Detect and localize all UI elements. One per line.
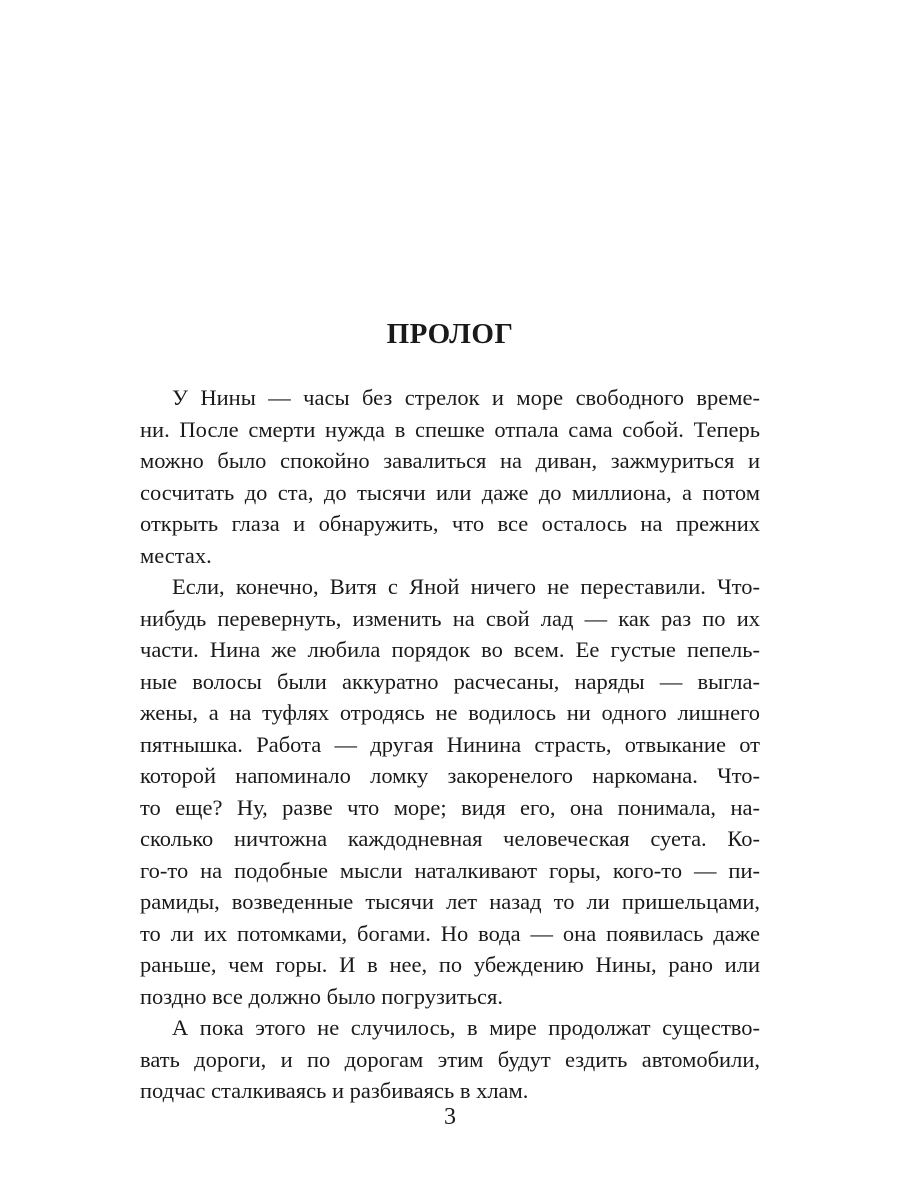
text-line: У Нины — часы без стрелок и море свободного време- bbox=[172, 385, 760, 410]
text-line: сосчитать до ста, до тысячи или даже до миллиона, а потом bbox=[140, 479, 760, 505]
page-number: 3 bbox=[444, 1104, 456, 1130]
chapter-title: ПРОЛОГ bbox=[386, 318, 514, 350]
text-line: то ли их потомками, богами. Но вода — она появилась даже bbox=[140, 920, 760, 946]
paragraph bbox=[140, 1012, 760, 1107]
text-line: нибудь перевернуть, изменить на свой лад — как раз по их bbox=[140, 605, 760, 631]
text-line: подчас сталкиваясь и разбиваясь в хлам. bbox=[140, 1078, 529, 1103]
text-line: го-то на подобные мысли наталкивают горы, кого-то — пи- bbox=[140, 857, 760, 883]
paragraph bbox=[140, 382, 760, 571]
text-line: А пока этого не случилось, в мире продолжат существо- bbox=[172, 1015, 760, 1040]
text-line: вать дороги, и по дорогам этим будут ездить автомобили, bbox=[140, 1046, 760, 1072]
text-line: сколько ничтожна каждодневная человеческая суета. Ко- bbox=[140, 826, 760, 851]
text-line: рамиды, возведенные тысячи лет назад то ли пришельцами, bbox=[140, 889, 760, 914]
text-line: местах. bbox=[140, 542, 212, 568]
text-line: части. Нина же любила порядок во всем. Ее густые пепель- bbox=[140, 637, 760, 662]
text-line: поздно все должно было погрузиться. bbox=[140, 983, 503, 1009]
text-line: ни. После смерти нужда в спешке отпала сама собой. Теперь bbox=[140, 416, 760, 442]
text-line: ные волосы были аккуратно расчесаны, наряды — выгла- bbox=[140, 668, 760, 694]
text-line: жены, а на туфлях отродясь не водилось ни одного лишнего bbox=[140, 700, 760, 725]
text-line: можно было спокойно завалиться на диван, зажмуриться и bbox=[140, 448, 760, 473]
text-line: которой напоминало ломку закоренелого наркомана. Что- bbox=[140, 763, 760, 788]
body-text bbox=[140, 382, 760, 1107]
text-line: открыть глаза и обнаружить, что все осталось на прежних bbox=[140, 511, 760, 536]
text-line: Если, конечно, Витя с Яной ничего не переставили. Что- bbox=[172, 574, 760, 599]
text-line: то еще? Ну, разве что море; видя его, она понимала, на- bbox=[140, 794, 760, 820]
paragraph bbox=[140, 571, 760, 1012]
text-line: пятнышка. Работа — другая Нинина страсть, отвыкание от bbox=[140, 731, 760, 757]
text-line: раньше, чем горы. И в нее, по убеждению Нины, рано или bbox=[140, 952, 760, 977]
